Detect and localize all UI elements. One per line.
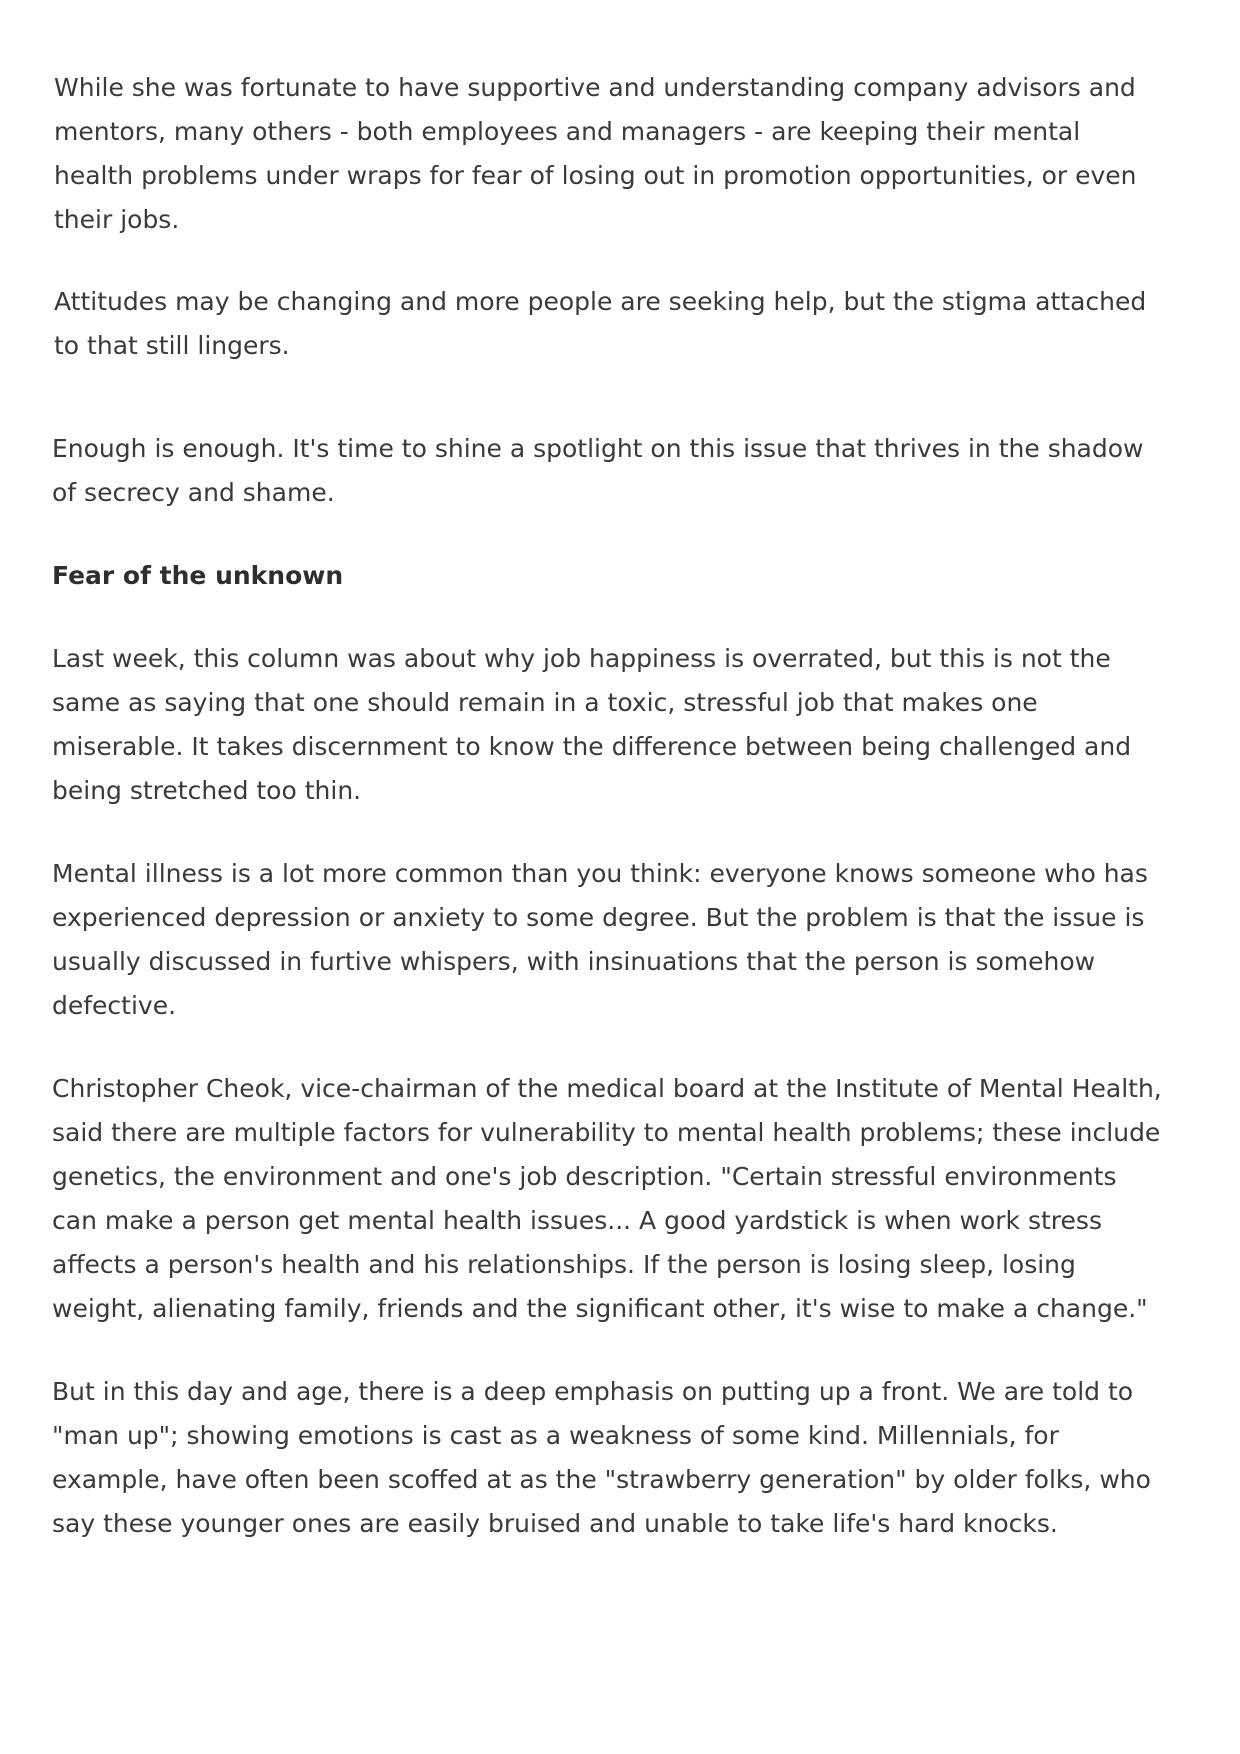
article-paragraph: Christopher Cheok, vice-chairman of the medical board at the Institute of Mental Health, said there are multiple factors for vulnerability to mental health problems; these include genetics, the environment and one's job description. "Certain stressful environments can make a person get mental health issues... A good yardstick is when work stress affects a person's health and his relationships. If the person is losing sleep, losing weight, alienating family, friends and the significant other, it's wise to make a change." (52, 1074, 1162, 1323)
section-heading: Fear of the unknown (52, 561, 344, 590)
article-paragraph: Mental illness is a lot more common than you think: everyone knows someone who has experienced depression or anxiety to some degree. But the problem is that the issue is usually discussed in furtive whispers, with insinuations that the person is somehow defective. (52, 859, 1148, 1020)
article-paragraph: Enough is enough. It's time to shine a spotlight on this issue that thrives in the shadow of secrecy and shame. (52, 434, 1144, 507)
article-body (52, 66, 1162, 1546)
article-paragraph: But in this day and age, there is a deep emphasis on putting up a front. We are told to "man up"; showing emotions is cast as a weakness of some kind. Millennials, for example, have often been scoffed at as the "strawberry generation" by older folks, who say these younger ones are easily bruised and unable to take life's hard knocks. (52, 1377, 1151, 1538)
article-paragraph: Attitudes may be changing and more people are seeking help, but the stigma attached to that still lingers. (54, 287, 1147, 360)
article-paragraph: Last week, this column was about why job happiness is overrated, but this is not the same as saying that one should remain in a toxic, stressful job that makes one miserable. It takes discernment to know the difference between being challenged and being stretched too thin. (52, 644, 1132, 805)
article-paragraph: While she was fortunate to have supportive and understanding company advisors and mentors, many others - both employees and managers - are keeping their mental health problems under wraps for fear of losing out in promotion opportunities, or even their jobs. (54, 73, 1137, 234)
